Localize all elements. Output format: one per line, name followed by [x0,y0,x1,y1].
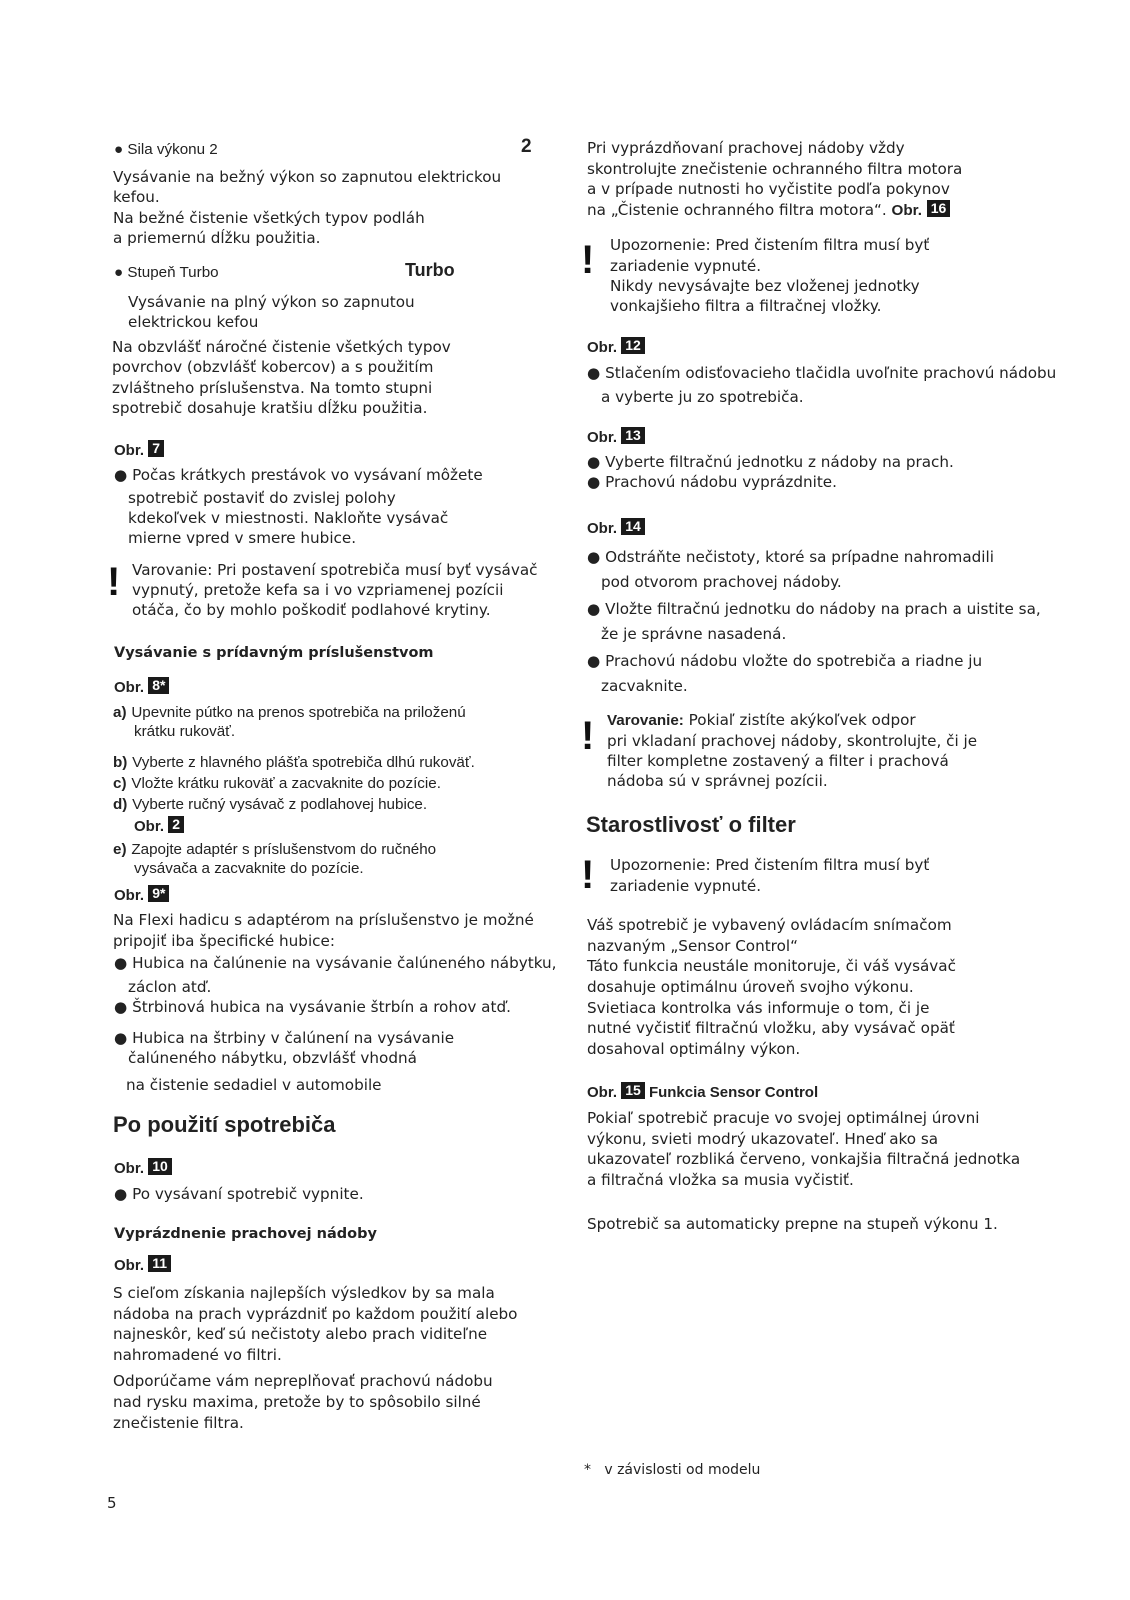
figure-ref-12: 12 [621,337,645,354]
step-d: d) Vyberte ručný vysávač z podlahovej hubice. [113,796,428,813]
obr11-line-1: S cieľom získania najlepších výsledkov by sa mala [113,1284,495,1302]
step-b: b) Vyberte z hlavného plášťa spotrebiča dlhú rukoväť. [113,754,475,771]
obr-12: Obr. 12 [587,337,645,358]
intro-line-2: skontrolujte znečistenie ochranného filtra motora [587,160,963,178]
obr-8: Obr. 8* [114,677,169,698]
after-use-heading: Po použití spotrebiča [113,1112,336,1137]
obr-9: Obr. 9* [114,885,169,906]
intro-line-4: na „Čistenie ochranného filtra motora“. Obr. 16 [587,200,950,221]
power2-symbol: 2 [521,136,532,157]
obr14-line-6: zacvaknite. [601,677,688,695]
obr15-line-3: ukazovateľ rozbliká červeno, vonkajšia filtračná jednotka [587,1150,1021,1168]
note1-line-3: Nikdy nevysávajte bez vloženej jednotky [610,277,920,295]
power2-line-2: kefou. [113,188,160,206]
turbo2-line-2: povrchov (obzvlášť kobercov) a s použitím [112,358,434,376]
warning2-line-3: filter kompletne zostavený a filter i prachová [607,752,949,770]
figure-ref-10: 10 [148,1158,172,1175]
intro-line-3: a v prípade nutnosti ho vyčistite podľa pokynov [587,180,950,198]
warning-exclamation-icon: ! [107,560,121,604]
power2-line-3: Na bežné čistenie všetkých typov podláh [113,209,425,227]
sensor-line-6: nutné vyčistiť filtračnú vložku, aby vysávač opäť [587,1019,955,1037]
warning1-line-1: Varovanie: Pri postavení spotrebiča musí byť vysávač [132,561,538,579]
turbo-line-2: elektrickou kefou [128,313,259,331]
sensor-line-1: Váš spotrebič je vybavený ovládacím snímačom [587,916,952,934]
figure-ref-2: 2 [168,816,184,833]
sensor-line-4: dosahuje optimálnu úroveň svojho výkonu. [587,978,914,996]
obr7-line-1: ● Počas krátkych prestávok vo vysávaní môžete [114,466,483,484]
sensor-line-2: nazvaným „Sensor Control“ [587,937,798,955]
obr15-line-2: výkonu, svieti modrý ukazovateľ. Hneď ako sa [587,1130,939,1148]
power2-line-1: Vysávanie na bežný výkon so zapnutou elektrickou [113,168,502,186]
note1-line-4: vonkajšieho filtra a filtračnej vložky. [610,297,882,315]
obr13-line-1: ● Vyberte filtračnú jednotku z nádoby na prach. [587,453,954,471]
obr14-line-1: ● Odstráňte nečistoty, ktoré sa prípadne nahromadili [587,548,994,566]
flexi-item-3c: na čistenie sedadiel v automobile [126,1076,382,1094]
obr-11: Obr. 11 [114,1255,171,1276]
obr14-line-2: pod otvorom prachovej nádoby. [601,573,842,591]
note2-line-1: Upozornenie: Pred čistením filtra musí byť [610,856,930,874]
obr14-line-4: že je správne nasadená. [601,625,787,643]
turbo-line-1: Vysávanie na plný výkon so zapnutou [128,293,415,311]
obr-10: Obr. 10 [114,1158,172,1179]
obr11-line-2: nádoba na prach vyprázdniť po každom použití alebo [113,1305,518,1323]
warning2-line-2: pri vkladaní prachovej nádoby, skontrolujte, či je [607,732,978,750]
intro-line-1: Pri vyprázdňovaní prachovej nádoby vždy [587,139,905,157]
obr-14: Obr. 14 [587,518,645,539]
obr13-line-2: ● Prachovú nádobu vyprázdnite. [587,473,837,491]
obr12-line-2: a vyberte ju zo spotrebiča. [601,388,804,406]
sensor-line-3: Táto funkcia neustále monitoruje, či váš vysávač [587,957,956,975]
filter-heading: Starostlivosť o filter [586,812,796,837]
page-number: 5 [107,1494,117,1512]
turbo2-line-1: Na obzvlášť náročné čistenie všetkých typov [112,338,451,356]
obr-7: Obr. 7 [114,440,164,461]
figure-ref-13: 13 [621,427,645,444]
obr7-line-3: kdekoľvek v miestnosti. Nakloňte vysávač [128,509,449,527]
obr11b-line-1: Odporúčame vám nepreplňovať prachovú nádobu [113,1372,493,1390]
figure-ref-15: 15 [621,1082,645,1099]
figure-ref-9: 9* [148,885,169,902]
flexi-item-3b: čalúneného nábytku, obzvlášť vhodná [128,1049,417,1067]
power2-label: ● Sila výkonu 2 [114,141,218,158]
footnote: * v závislosti od modelu [584,1462,761,1478]
note-exclamation-icon: ! [581,238,595,282]
figure-ref-8: 8* [148,677,169,694]
figure-ref-14: 14 [621,518,645,535]
note1-line-2: zariadenie vypnuté. [610,257,762,275]
turbo-symbol: Turbo [405,260,455,280]
obr14-line-5: ● Prachovú nádobu vložte do spotrebiča a riadne ju [587,652,983,670]
note2-line-2: zariadenie vypnuté. [610,877,762,895]
obr7-line-2: spotrebič postaviť do zvislej polohy [128,489,396,507]
sensor-line-5: Svietiaca kontrolka vás informuje o tom, či je [587,999,930,1017]
figure-ref-7: 7 [148,440,164,457]
step-a: a) Upevnite pútko na prenos spotrebiča na priloženú [113,704,466,721]
warning2-exclamation-icon: ! [581,714,595,758]
obr15-title: Funkcia Sensor Control [648,1084,819,1101]
obr11b-line-3: znečistenie filtra. [113,1414,244,1432]
obr-15: Obr. 15 Funkcia Sensor Control [587,1082,819,1101]
warning2-line-1: Varovanie: Pokiaľ zistíte akýkoľvek odpor [607,711,916,729]
warning1-line-3: otáča, čo by mohlo poškodiť podlahové krytiny. [132,601,491,619]
obr11-line-3: najneskôr, keď sú nečistoty alebo prach viditeľne [113,1325,488,1343]
step-e-line-2: vysávača a zacvaknite do pozície. [134,860,364,877]
flexi-line-2: pripojiť iba špecifické hubice: [113,932,335,950]
flexi-item-1b: záclon atď. [128,978,212,996]
obr7-line-4: mierne vpred v smere hubice. [128,529,357,547]
turbo2-line-4: spotrebič dosahuje kratšiu dĺžku použitia. [112,399,428,417]
turbo2-line-3: zvláštneho príslušenstva. Na tomto stupni [112,379,433,397]
warning2-line-4: nádoba sú v správnej pozícii. [607,772,828,790]
obr12-line-1: ● Stlačením odisťovacieho tlačidla uvoľnite prachovú nádobu [587,364,1057,382]
obr14-line-3: ● Vložte filtračnú jednotku do nádoby na prach a uistite sa, [587,600,1041,618]
warning1-line-2: vypnutý, pretože kefa sa i vo vzpriamenej pozícii [132,581,504,599]
accessories-heading: Vysávanie s prídavným príslušenstvom [114,645,434,661]
step-a-line-2: krátku rukoväť. [134,723,236,740]
obr-13: Obr. 13 [587,427,645,448]
obr11-line-4: nahromadené vo filtri. [113,1346,282,1364]
figure-ref-16: 16 [927,200,951,217]
flexi-item-2: ● Štrbinová hubica na vysávanie štrbín a rohov atď. [114,998,511,1016]
obr11b-line-2: nad rysku maxima, pretože by to spôsobilo silné [113,1393,481,1411]
flexi-item-1: ● Hubica na čalúnenie na vysávanie čalúneného nábytku, [114,954,557,972]
obr-2: Obr. 2 [134,816,184,837]
obr15-line-1: Pokiaľ spotrebič pracuje vo svojej optimálnej úrovni [587,1109,980,1127]
flexi-item-3: ● Hubica na štrbiny v čalúnení na vysávanie [114,1029,455,1047]
empty-heading: Vyprázdnenie prachovej nádoby [114,1226,377,1242]
flexi-line-1: Na Flexi hadicu s adaptérom na príslušenstvo je možné [113,911,534,929]
step-c: c) Vložte krátku rukoväť a zacvaknite do pozície. [113,775,441,792]
obr15-line-4: a filtračná vložka sa musia vyčistiť. [587,1171,854,1189]
obr10-text: ● Po vysávaní spotrebič vypnite. [114,1185,364,1203]
power2-line-4: a priemernú dĺžku použitia. [113,229,321,247]
figure-ref-11: 11 [148,1255,171,1272]
step-e: e) Zapojte adaptér s príslušenstvom do ručného [113,841,437,858]
sensor-line-7: dosahoval optimálny výkon. [587,1040,801,1058]
note2-exclamation-icon: ! [581,853,595,897]
turbo-label: ● Stupeň Turbo [114,264,219,281]
auto-switch-text: Spotrebič sa automaticky prepne na stupeň výkonu 1. [587,1215,998,1233]
note1-line-1: Upozornenie: Pred čistením filtra musí byť [610,236,930,254]
